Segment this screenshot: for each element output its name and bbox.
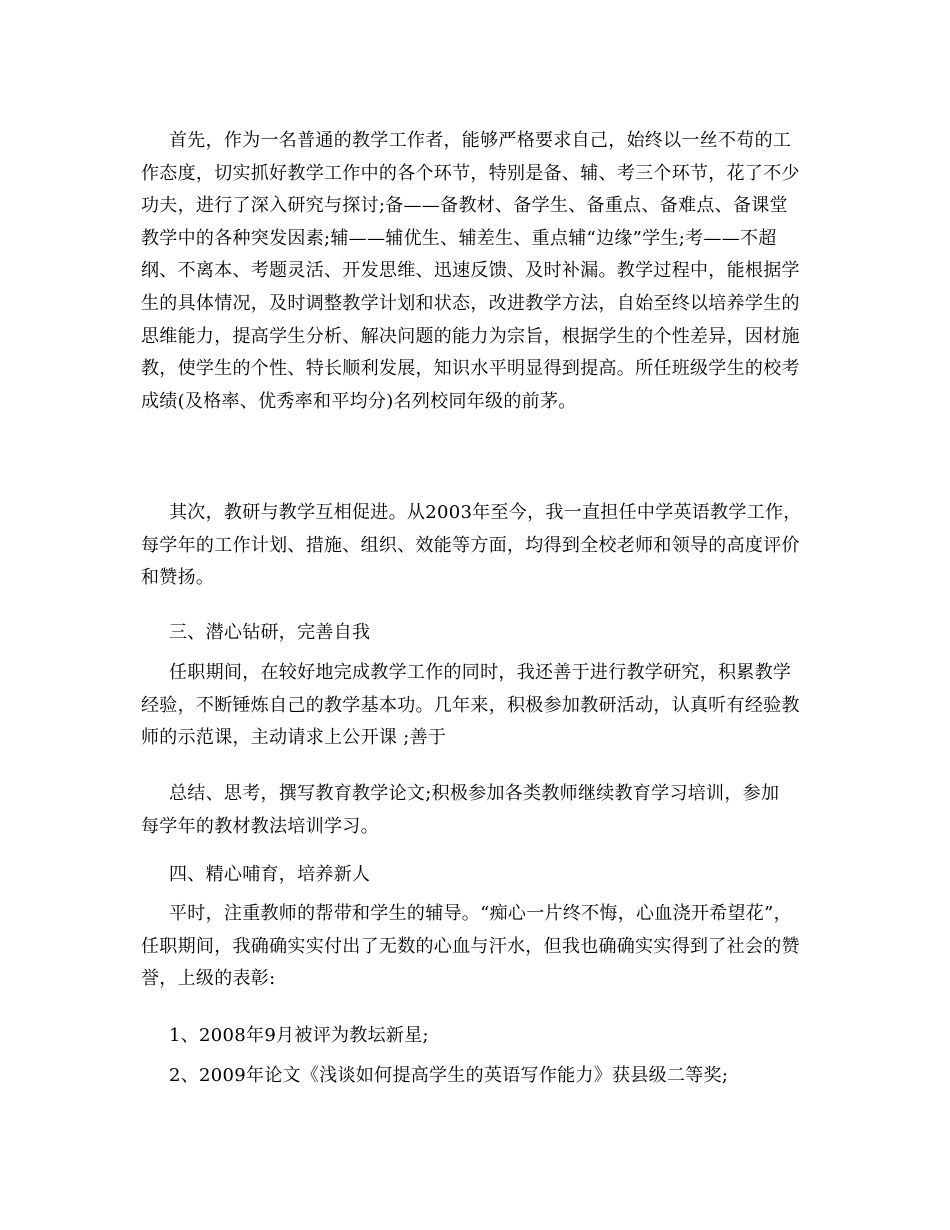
paragraph-3 — [141, 657, 811, 755]
section-heading-3 — [141, 617, 811, 650]
text-line: 思维能力，提高学生分析、解决问题的能力为宗旨，根据学生的个性差异，因材施 — [141, 325, 800, 347]
award-item: 2、2009年论文《浅谈如何提高学生的英语写作能力》获县级二等奖; — [169, 1064, 729, 1086]
text-line: 誉，上级的表彰: — [141, 968, 276, 990]
text-line: 任职期间，我确确实实付出了无数的心血与汗水，但我也确确实实得到了社会的赞 — [141, 935, 800, 957]
awards-list — [141, 1020, 811, 1092]
section-heading: 四、精心哺育，培养新人 — [169, 864, 371, 885]
paragraph-4 — [141, 898, 811, 996]
text-line: 每学年的教材教法培训学习。 — [141, 815, 379, 837]
text-line: 师的示范课，主动请求上公开课 ;善于 — [141, 727, 447, 749]
text-line: 总结、思考，撰写教育教学论文;积极参加各类教师继续教育学习培训，参加 — [169, 783, 780, 804]
text-line: 首先，作为一名普通的教学工作者，能够严格要求自己，始终以一丝不苟的工 — [169, 130, 792, 151]
text-line: 其次，教研与教学互相促进。从2003年至今，我一直担任中学英语教学工作， — [169, 502, 802, 523]
text-line: 每学年的工作计划、措施、组织、效能等方面，均得到全校老师和领导的高度评价 — [141, 534, 800, 556]
text-line: 成绩(及格率、优秀率和平均分)名列校同年级的前茅。 — [141, 390, 577, 412]
text-line: 教，使学生的个性、特长顺利发展，知识水平明显得到提高。所任班级学生的校考 — [141, 358, 800, 380]
text-line: 经验，不断锤炼自己的教学基本功。几年来，积极参加教研活动，认真听有经验教 — [141, 694, 800, 716]
text-line: 教学中的各种突发因素;辅——辅优生、辅差生、重点辅“边缘”学生;考——不超 — [141, 227, 777, 249]
text-line: 平时，注重教师的帮带和学生的辅导。“痴心一片终不悔，心血浇开希望花”， — [169, 903, 792, 924]
paragraph-3b — [141, 778, 811, 843]
section-heading: 三、潜心钻研，完善自我 — [169, 622, 371, 643]
section-heading-4 — [141, 859, 811, 892]
paragraph-2 — [141, 497, 811, 595]
text-line: 功夫，进行了深入研究与探讨;备——备教材、备学生、备重点、备难点、备课堂 — [141, 195, 788, 217]
text-line: 作态度，切实抓好教学工作中的各个环节，特别是备、辅、考三个环节，花了不少 — [141, 162, 800, 184]
paragraph-1 — [141, 125, 811, 418]
text-line: 纲、不离本、考题灵活、开发思维、迅速反馈、及时补漏。教学过程中，能根据学 — [141, 260, 800, 282]
text-line: 生的具体情况，及时调整教学计划和状态，改进教学方法，自始至终以培养学生的 — [141, 292, 800, 314]
award-item: 1、2008年9月被评为教坛新星; — [169, 1025, 429, 1046]
text-line: 任职期间，在较好地完成教学工作的同时，我还善于进行教学研究，积累教学 — [169, 662, 792, 683]
text-line: 和赞扬。 — [141, 567, 215, 589]
